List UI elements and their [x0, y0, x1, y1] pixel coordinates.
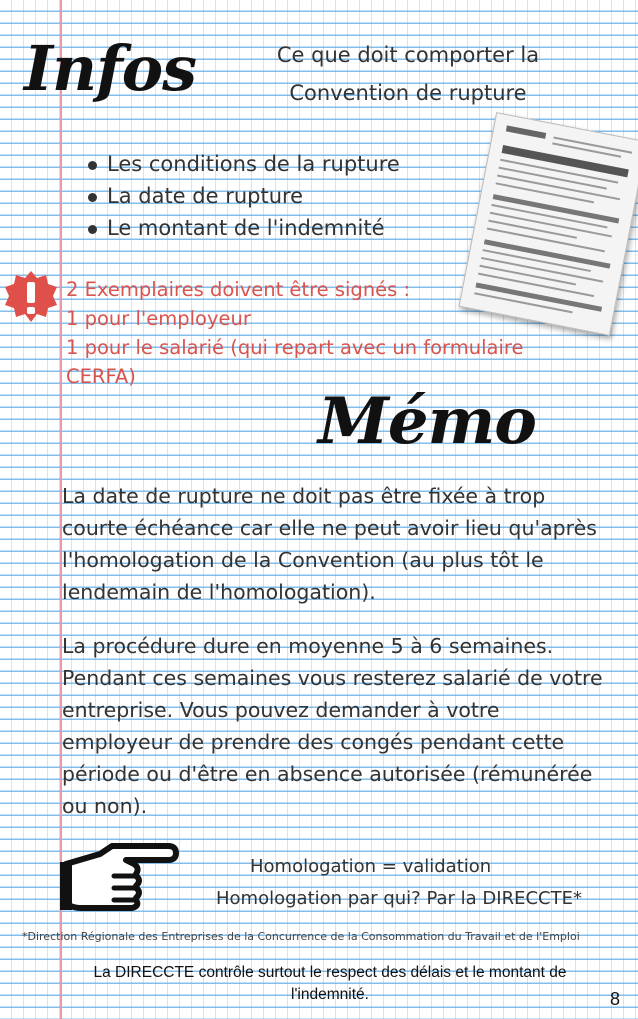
footnote: *Direction Régionale des Entreprises de la Concurrence de la Consommation du Travail et de l'Emploi — [22, 930, 580, 943]
section-subtitle — [238, 36, 578, 112]
bullet-icon — [88, 161, 97, 170]
list-item: Les conditions de la rupture — [88, 148, 488, 180]
bullet-icon — [88, 193, 97, 202]
warning-line-4: CERFA) — [66, 365, 136, 388]
signed-copies-warning — [66, 275, 606, 391]
subtitle-line-1: Ce que doit comporter la — [276, 43, 540, 67]
warning-line-2: 1 pour l'employeur — [66, 307, 251, 330]
exclamation-badge-icon — [4, 270, 58, 324]
warning-line-3: 1 pour le salarié (qui repart avec un formulaire — [66, 336, 524, 359]
bottom-note: La DIRECCTE contrôle surtout le respect des délais et le montant de l'indemnité. — [93, 964, 567, 1003]
list-item: La date de rupture — [88, 180, 488, 212]
homologation-definition: Homologation = validation — [250, 856, 492, 877]
warning-line-1: 2 Exemplaires doivent être signés : — [66, 278, 411, 301]
memo-title: Mémo — [318, 384, 536, 459]
convention-requirements-list — [88, 148, 488, 244]
page-number: 8 — [610, 989, 621, 1009]
memo-paragraph-1: La date de rupture ne doit pas être fixée à trop courte échéance car elle ne peut avoir lieu qu'après l'homologation de la Convention (au plus tôt le lendemain de l'homologation). — [62, 484, 597, 604]
subtitle-line-2: Convention de rupture — [289, 81, 527, 105]
memo-paragraph-2: La procédure dure en moyenne 5 à 6 semaines. Pendant ces semaines vous resterez salarié de votre entreprise. Vous pouvez demander à votre employeur de prendre des congés pendant cette période ou d'être en absence autorisée (rémunérée ou non). — [62, 634, 603, 818]
pointing-hand-icon — [60, 842, 182, 914]
homologation-authority: Homologation par qui? Par la DIRECCTE* — [216, 888, 582, 909]
page-title: Infos — [24, 32, 197, 105]
list-item: Le montant de l'indemnité — [88, 212, 488, 244]
bullet-icon — [88, 225, 97, 234]
